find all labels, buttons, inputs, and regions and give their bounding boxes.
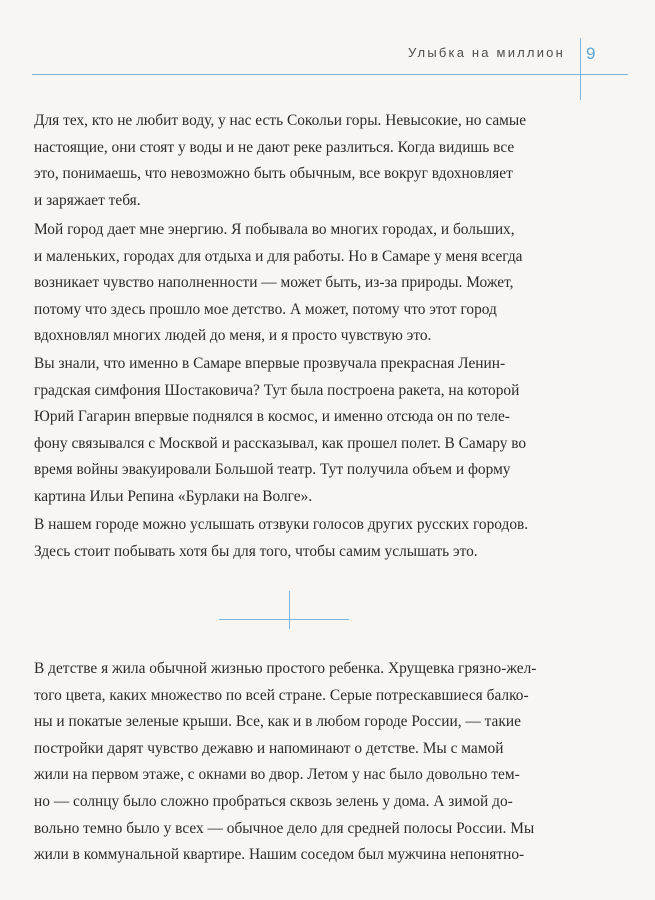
text-line: фону связывался с Москвой и рассказывал, как прошел полет. В Самару во — [34, 434, 527, 452]
paragraph-sokolyi-gory — [34, 108, 614, 214]
separator-horizontal — [219, 619, 349, 620]
paragraph-energy — [34, 217, 614, 350]
text-line: постройки дарят чувство дежавю и напоминают о детстве. Мы с мамой — [34, 739, 504, 757]
text-line: но — солнцу было сложно пробраться сквозь зелень у дома. А зимой до- — [34, 792, 513, 810]
separator-vertical — [289, 591, 290, 629]
paragraph-childhood — [34, 656, 614, 869]
text-line: Вы знали, что именно в Самаре впервые прозвучала прекрасная Ленин- — [34, 355, 506, 372]
text-line: того цвета, каких множество по всей стране. Серые потрескавшиеся балко- — [34, 686, 529, 704]
text-line: градская симфония Шостаковича? Тут была построена ракета, на которой — [34, 381, 520, 399]
text-line: Здесь стоит побывать хотя бы для того, чтобы самим услышать это. — [34, 542, 478, 560]
text-line: В нашем городе можно услышать отзвуки голосов других русских городов. — [34, 516, 529, 533]
text-line: потому что здесь прошло мое детство. А может, потому что этот город — [34, 300, 497, 318]
text-line: картина Ильи Репина «Бурлаки на Волге». — [34, 487, 313, 505]
text-line: В детстве я жила обычной жизнью простого ребенка. Хрущевка грязно-жел- — [34, 660, 537, 677]
paragraph-echoes — [34, 512, 614, 565]
text-line: жили на первом этаже, с окнами во двор. Летом у нас было довольно тем- — [34, 766, 520, 784]
page-number: 9 — [586, 44, 596, 63]
paragraph-history — [34, 351, 614, 511]
header-rule — [32, 74, 628, 75]
text-line: вольно темно было у всех — обычное дело для средней полосы России. Мы — [34, 819, 535, 837]
text-line: время войны эвакуировали Большой театр. Тут получила объем и форму — [34, 461, 511, 479]
text-line: Для тех, кто не любит воду, у нас есть Сокольи горы. Невысокие, но самые — [34, 112, 527, 129]
header-divider — [580, 38, 581, 100]
text-line: Юрий Гагарин впервые поднялся в космос, и именно отсюда он по теле- — [34, 408, 510, 426]
text-line: это, понимаешь, что невозможно быть обычным, все вокруг вдохновляет — [34, 165, 513, 183]
text-line: настоящие, они стоят у воды и не дают реке разлиться. Когда видишь все — [34, 138, 515, 156]
text-line: ны и покатые зеленые крыши. Все, как и в любом городе России, — такие — [34, 713, 521, 731]
text-line: жили в коммунальной квартире. Нашим соседом был мужчина непонятно- — [34, 846, 525, 864]
text-line: вдохновлял многих людей до меня, и я просто чувствую это. — [34, 327, 432, 345]
text-line: и заряжает тебя. — [34, 191, 141, 209]
running-head-title: Улыбка на миллион — [407, 45, 565, 60]
text-line: возникает чувство наполненности — может быть, из-за природы. Может, — [34, 274, 514, 292]
text-line: и маленьких, городах для отдыха и для работы. Но в Самаре у меня всегда — [34, 247, 523, 265]
text-line: Мой город дает мне энергию. Я побывала во многих городах, и больших, — [34, 221, 515, 238]
